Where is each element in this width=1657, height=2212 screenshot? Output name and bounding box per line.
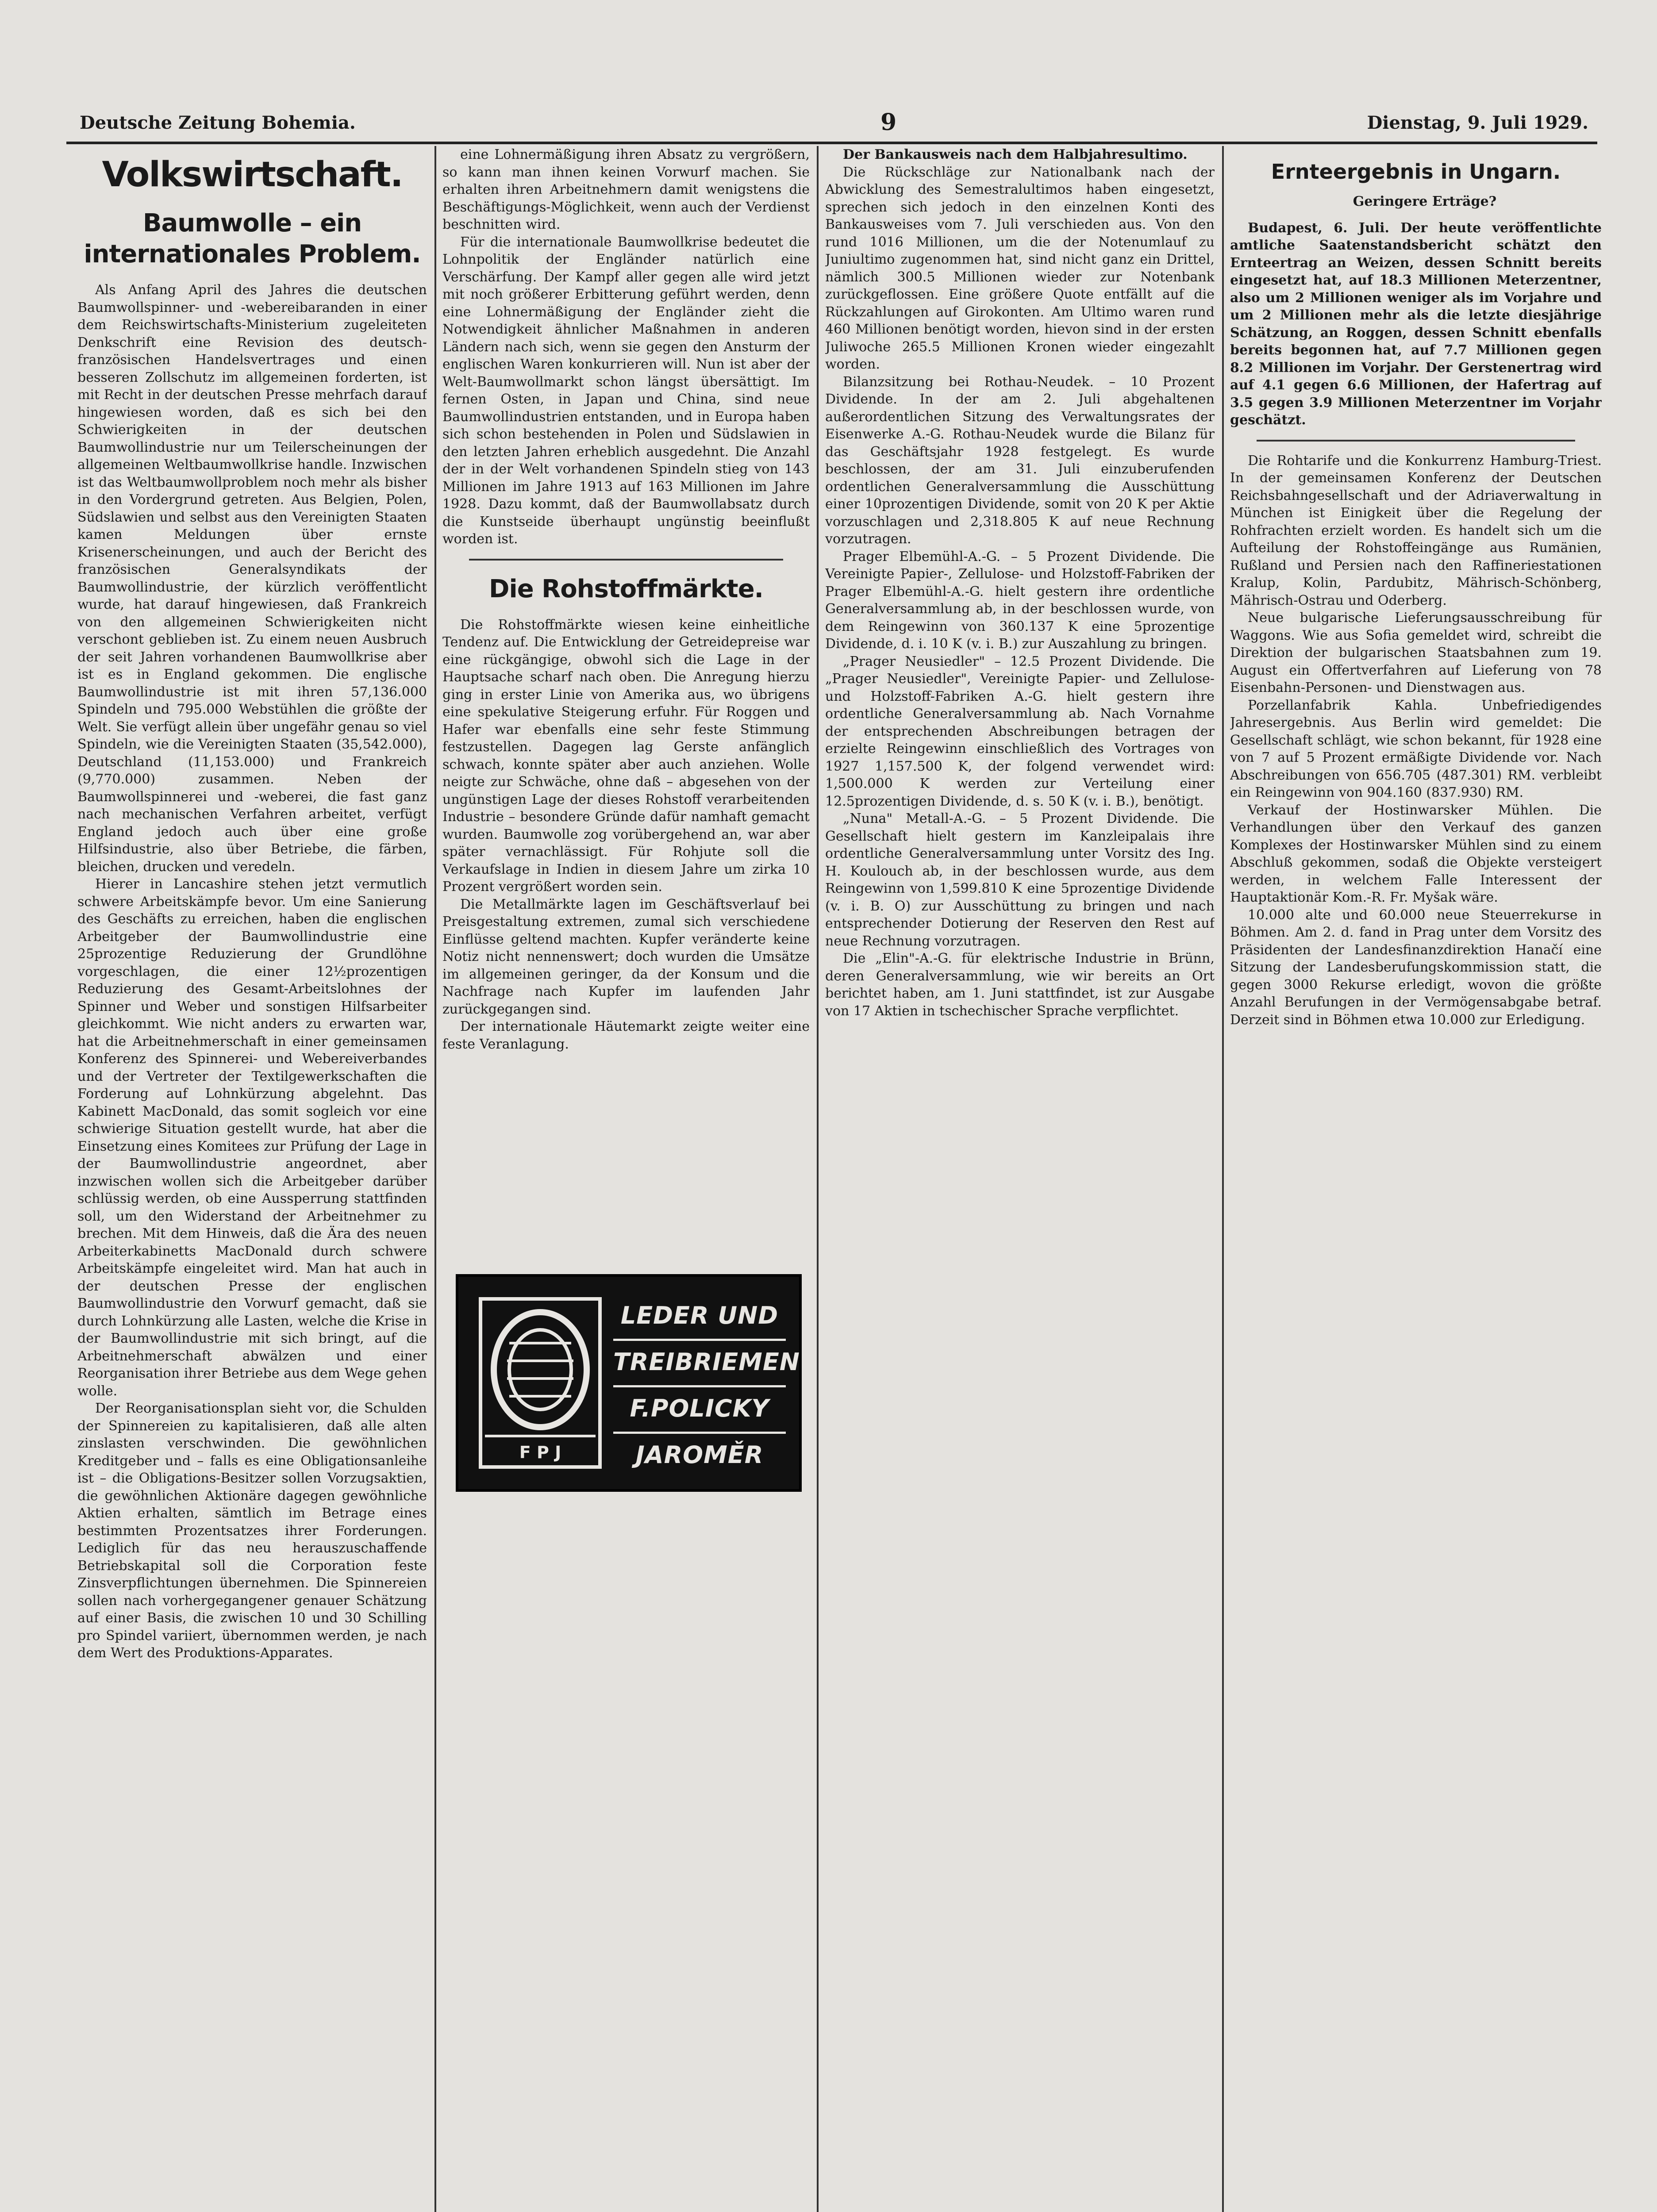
article-paragraph: Verkauf der Hostinwarsker Mühlen. Die Verhandlungen über den Verkauf des ganzen Komplexes der Hostinwarsker Mühlen sind zu einem Abschluß gekommen, sodaß die Objekte versteigert werden, in welchem Falle Interessent der Hauptaktionär Kom.-R. Fr. Myšak wäre. [1230,802,1602,905]
advertisement [456,1274,802,1492]
article-headline: Ernteergebnis in Ungarn. [1271,160,1561,184]
masthead-name: Deutsche Zeitung Bohemia. [80,112,356,133]
article-paragraph: „Prager Neusiedler" – 12.5 Prozent Dividende. Die „Prager Neusiedler", Vereinigte Papier- und Zellulose- und Holzstoff-Fabriken A.-G. hielt gestern ihre ordentliche Generalversammlung ab. Nach Vornahme der entsprechenden Abschreibungen betragen der erzielte Reingewinn einschließlich des Vortrages von 1927 1,157.500 K, der folgend verwendet wird: 1,500.000 K werden zur Verteilung einer 12.5prozentigen Dividende, d. s. 50 K (v. i. B.), benötigt. [825,653,1215,809]
article-paragraph: Der Reorganisationsplan sieht vor, die Schulden der Spinnereien zu kapitalisieren, daß alle alten zinslasten verschwinden. Die gewöhnlichen Kreditgeber und – falls es eine Obligationsanleihe ist – die Obligations-Besitzer sollen Vorzugsaktien, die gewöhnlichen Aktionäre dagegen gewöhnliche Aktien erhalten, sämtlich im Betrage eines bestimmten Prozentsatzes ihrer Forderungen. Lediglich für das neu herauszuschaffende Betriebskapital soll die Corporation feste Zinsverpflichtungen übernehmen. Die Spinnereien sollen nach vorhergegangener genauer Schätzung auf einer Basis, die zwischen 10 und 30 Schilling pro Spindel variiert, übernommen werden, je nach dem Wert des Produktions-Apparates. [77,1401,427,1661]
ad-line: F.POLICKY [613,1387,786,1434]
column-2 [442,146,810,1274]
article-headline: Die Rohstoffmärkte. [489,574,763,603]
article-paragraph: Die Rohstoffmärkte wiesen keine einheitliche Tendenz auf. Die Entwicklung der Getreidepreise war eine rückgängige, obwohl sich die Lage in der Hauptsache scharf nach oben. Die Anregung hierzu ging in erster Linie von Amerika aus, wo übrigens eine spekulative Steigerung erfuhr. Für Roggen und Hafer war ebenfalls eine sehr feste Stimmung festzustellen. Dagegen lag Gerste anfänglich schwach, konnte später aber auch anziehen. Wolle neigte zur Schwäche, ohne daß – abgesehen von der ungünstigen Lage der dieses Rohstoff verarbeitenden Industrie – besondere Gründe dafür namhaft gemacht wurden. Baumwolle zog vorübergehend an, war aber später vernachlässigt. Für Rohjute soll die Verkaufslage in Indien in diesem Jahre um zirka 10 Prozent vergrößert worden sein. [442,617,810,895]
article-paragraph: 10.000 alte und 60.000 neue Steuerrekurse in Böhmen. Am 2. d. fand in Prag unter dem Vorsitz des Präsidenten der Landesfinanzdirektion Hanačí eine Sitzung der Landesberufungskommission statt, die gegen 3000 Rekurse erledigt, wovon die größte Anzahl Berufungen in der Vermögensabgabe betraf. Derzeit sind in Böhmen etwa 10.000 zur Erledigung. [1230,907,1602,1028]
article-paragraph: Bilanzsitzung bei Rothau-Neudek. – 10 Prozent Dividende. In der am 2. Juli abgehaltenen außerordentlichen Sitzung des Verwaltungsrates der Eisenwerke A.-G. Rothau-Neudek wurde die Bilanz für das Geschäftsjahr 1928 festgelegt. Es wurde beschlossen, der am 31. Juli einzuberufenden ordentlichen Generalversammlung die Ausschüttung einer 10prozentigen Dividende, somit von 20 K per Aktie vorzuschlagen und 2,318.805 K auf neue Rechnung vorzutragen. [825,374,1215,547]
belt-wheel-emblem-icon [476,1294,604,1471]
article-paragraph: Porzellanfabrik Kahla. Unbefriedigendes Jahresergebnis. Aus Berlin wird gemeldet: Die Gesellschaft schlägt, wie schon bekannt, für 1928 eine von 7 auf 5 Prozent ermäßigte Dividende vor. Nach Abschreibungen von 656.705 (487.301) RM. verbleibt ein Reingewinn von 904.160 (837.930) RM. [1230,697,1602,800]
column-1 [77,146,427,2212]
separator [1257,440,1575,442]
column-3 [825,146,1215,2212]
ad-line: LEDER UND [613,1294,786,1341]
page-header [66,106,1597,144]
article-paragraph: Prager Elbemühl-A.-G. – 5 Prozent Dividende. Die Vereinigte Papier-, Zellulose- und Holzstoff-Fabriken der Prager Elbemühl-A.-G. hielt gestern ihre ordentliche Generalversammlung ab, in der beschlossen wurde, von dem Reingewinn von 360.137 K eine 5prozentige Dividende, d. i. 10 K (v. i. B.) zur Auszahlung zu bringen. [825,549,1215,652]
separator [469,559,783,561]
article-paragraph: Budapest, 6. Juli. Der heute veröffentlichte amtliche Saatenstandsbericht schätzt den Ernteertrag an Weizen, dessen Schnitt bereits eingesetzt hat, auf 18.3 Millionen Meterzentner, also um 2 Millionen weniger als im Vorjahre und um 2 Millionen mehr als die letzte diesjährige Schätzung, an Roggen, dessen Schnitt ebenfalls bereits begonnen hat, auf 7.7 Millionen gegen 8.2 Millionen im Vorjahr. Der Gerstenertrag wird auf 4.1 gegen 6.6 Millionen, der Hafertrag auf 3.5 gegen 3.9 Millionen Meterzentner im Vorjahr geschätzt. [1230,220,1602,428]
article-paragraph: Neue bulgarische Lieferungsausschreibung für Waggons. Wie aus Sofia gemeldet wird, schreibt die Direktion der bulgarischen Staatsbahnen zum 19. August ein Offertverfahren auf Lieferung von 78 Eisenbahn-Personen- und Dienstwagen aus. [1230,610,1602,695]
article-paragraph: Die Rückschläge zur Nationalbank nach der Abwicklung des Semestralultimos haben eingesetzt, sprechen sich jedoch in den einzelnen Konti des Bankausweises vom 7. Juli verschieden aus. Von den rund 1016 Millionen, um die der Notenumlauf zu Juniultimo zugenommen hat, sind nicht ganz ein Drittel, nämlich 300.5 Millionen wieder zur Notenbank zurückgeflossen. Eine größere Quote entfällt auf die Rückzahlungen auf Girokonten. Am Ultimo waren rund 460 Millionen benötigt worden, hievon sind in der ersten Juliwoche 265.5 Millionen Kronen wieder eingezahlt worden. [825,164,1215,372]
column-rule [434,146,436,2212]
article-paragraph: Die Rohtarife und die Konkurrenz Hamburg-Triest. In der gemeinsamen Konferenz der Deutschen Reichsbahngesellschaft und der Adriaverwaltung in München ist Einigkeit über die Regelung der Rohfrachten erzielt worden. Es handelt sich um die Aufteilung der Rohstoffeingänge aus Rumänien, Rußland und Persien nach den Raffineriestationen Kralup, Kolin, Pardubitz, Mährisch-Schönberg, Mährisch-Ostrau und Oderberg. [1230,453,1602,608]
column-rule [1222,146,1224,2212]
page-number: 9 [880,109,897,136]
ad-line: JAROMĚR [635,1441,764,1469]
column-4 [1230,146,1602,2212]
ad-text [613,1294,800,1478]
article-paragraph: Der internationale Häutemarkt zeigte weiter eine feste Veranlagung. [442,1019,810,1052]
article-paragraph: Als Anfang April des Jahres die deutschen Baumwollspinner- und -webereibaranden in einer dem Reichswirtschafts-Ministerium zugeleiteten Denkschrift eine Revision des deutsch-französischen Handelsvertrages und einen besseren Zollschutz im allgemeinen forderten, ist mit Recht in der deutschen Presse mehrfach darauf hingewiesen worden, daß es sich bei den Schwierigkeiten in der deutschen Baumwollindustrie nur um Teilerscheinungen der allgemeinen Weltbaumwollkrise handle. Inzwischen ist das Weltbaumwollproblem noch mehr als bisher in den Vordergrund getreten. Aus Belgien, Polen, Südslawien und selbst aus den Vereinigten Staaten kamen Meldungen über ernste Krisenerscheinungen, und auch der Bericht des französischen Generalsyndikats der Baumwollindustrie, der kürzlich veröffentlicht wurde, hat darauf hingewiesen, daß Frankreich von den allgemeinen Schwierigkeiten nicht verschont geblieben ist. Zu einem neuen Ausbruch der seit Jahren vorhandenen Baumwollkrise aber ist es in England gekommen. Die englische Baumwollindustrie ist mit ihren 57,136.000 Spindeln und 795.000 Webstühlen die größte der Welt. Sie verfügt allein über ungefähr genau so viel Spindeln, wie die Vereinigten Staaten (35,542.000), Deutschland (11,153.000) und Frankreich (9,770.000) zusammen. Neben der Baumwollspinnerei und -weberei, die fast ganz nach mechanischen Verfahren arbeitet, verfügt England jedoch auch über eine große Hilfsindustrie, also über Betriebe, die färben, bleichen, drucken und veredeln. [77,282,427,875]
article-paragraph: Für die internationale Baumwollkrise bedeutet die Lohnpolitik der Engländer natürlich eine Verschärfung. Der Kampf aller gegen alle wird jetzt mit noch größerer Erbitterung geführt werden, denn eine Lohnermäßigung der Engländer zieht die Notwendigkeit ähnlicher Maßnahmen in anderen Ländern nach sich, wenn sie gegen den Ansturm der englischen Waren konkurrieren will. Nun ist aber der Welt-Baumwollmarkt schon längst übersättigt. Im fernen Osten, in Japan und China, sind neue Baumwollindustrien entstanden, und in Europa haben sich schon bestehenden in Polen und Südslawien in den letzten Jahren erheblich ausgedehnt. Die Anzahl der in der Welt vorhandenen Spindeln stieg von 143 Millionen im Jahre 1913 auf 163 Millionen im Jahre 1928. Dazu kommt, daß der Baumwollabsatz durch die Kunstseide überhaupt ungünstig beeinflußt worden ist. [442,234,810,547]
ad-line: TREIBRIEMEN [613,1341,786,1387]
article-headline: Der Bankausweis nach dem Halbjahresultimo. [843,147,1188,162]
article-paragraph: eine Lohnermäßigung ihren Absatz zu vergrößern, so kann man ihnen keinen Vorwurf machen. Sie erhalten ihren Arbeitnehmern damit wenigstens die Beschäftigungs-Möglichkeit, wenn auch der Verdienst beschnitten wird. [442,147,810,232]
issue-date: Dienstag, 9. Juli 1929. [1367,112,1588,133]
column-rule [817,146,819,2212]
article-paragraph: „Nuna" Metall-A.-G. – 5 Prozent Dividende. Die Gesellschaft hielt gestern im Kanzleipalais ihre ordentliche Generalversammlung unter Vorsitz des Ing. H. Koulouch ab, in der beschlossen wurde, aus dem Reingewinn von 1,599.810 K eine 5prozentige Dividende (v. i. B. O) zur Ausschüttung zu bringen und nach entsprechender Dotierung der Reserven den Rest auf neue Rechnung vorzutragen. [825,811,1215,949]
article-paragraph: Hierer in Lancashire stehen jetzt vermutlich schwere Arbeitskämpfe bevor. Um eine Sanierung des Geschäfts zu erreichen, haben die englischen Arbeitgeber der Baumwollindustrie eine 25prozentige Reduzierung der Grundlöhne vorgeschlagen, die einer 12½prozentigen Reduzierung des Gesamt-Arbeitslohnes der Spinner und Weber und sonstigen Hilfsarbeiter gleichkommt. Wie nicht anders zu erwarten war, hat die Arbeitnehmerschaft in einer gemeinsamen Konferenz des Spinnerei- und Webereiverbandes und der Vertreter der Textilgewerkschaften die Forderung auf Lohnkürzung abgelehnt. Das Kabinett MacDonald, das somit sogleich vor eine schwierige Situation gestellt wurde, hat aber die Einsetzung eines Komitees zur Prüfung der Lage in der Baumwollindustrie angeordnet, aber inzwischen wollen sich die Arbeitgeber darüber schlüssig werden, ob eine Aussperrung stattfinden soll, um den Widerstand der Arbeitnehmer zu brechen. Mit dem Hinweis, daß die Ära des neuen Arbeiterkabinetts MacDonald durch schwere Arbeitskämpfe eingeleitet wird. Man hat auch in der deutschen Presse der englischen Baumwollindustrie den Vorwurf gemacht, daß sie durch Lohnkürzung alle Lasten, welche die Krise in der Baumwollindustrie mit sich bringt, auf die Arbeitnehmerschaft abwälzen und einer Reorganisation ihrer Betriebe aus dem Wege gehen wolle. [77,876,427,1399]
article-headline: Baumwolle – ein internationales Problem. [84,209,421,269]
section-title: Volkswirtschaft. [102,155,403,195]
article-subheadline: Geringere Erträge? [1353,194,1497,209]
emblem-letters: F P J [519,1443,561,1462]
article-paragraph: Die Metallmärkte lagen im Geschäftsverlauf bei Preisgestaltung extremen, zumal sich verschiedene Einflüsse geltend machten. Kupfer veränderte keine Notiz nicht nennenswert; doch wurden die Umsätze im allgemeinen geringer, da der Konsum und die Nachfrage nach Kupfer im laufenden Jahr zurückgegangen sind. [442,896,810,1017]
article-paragraph: Die „Elin"-A.-G. für elektrische Industrie in Brünn, deren Generalversammlung, wie wir bereits an Ort berichtet haben, am 1. Juni stattfindet, ist zur Ausgabe von 17 Aktien in tschechischer Sprache verpflichtet. [825,951,1215,1019]
